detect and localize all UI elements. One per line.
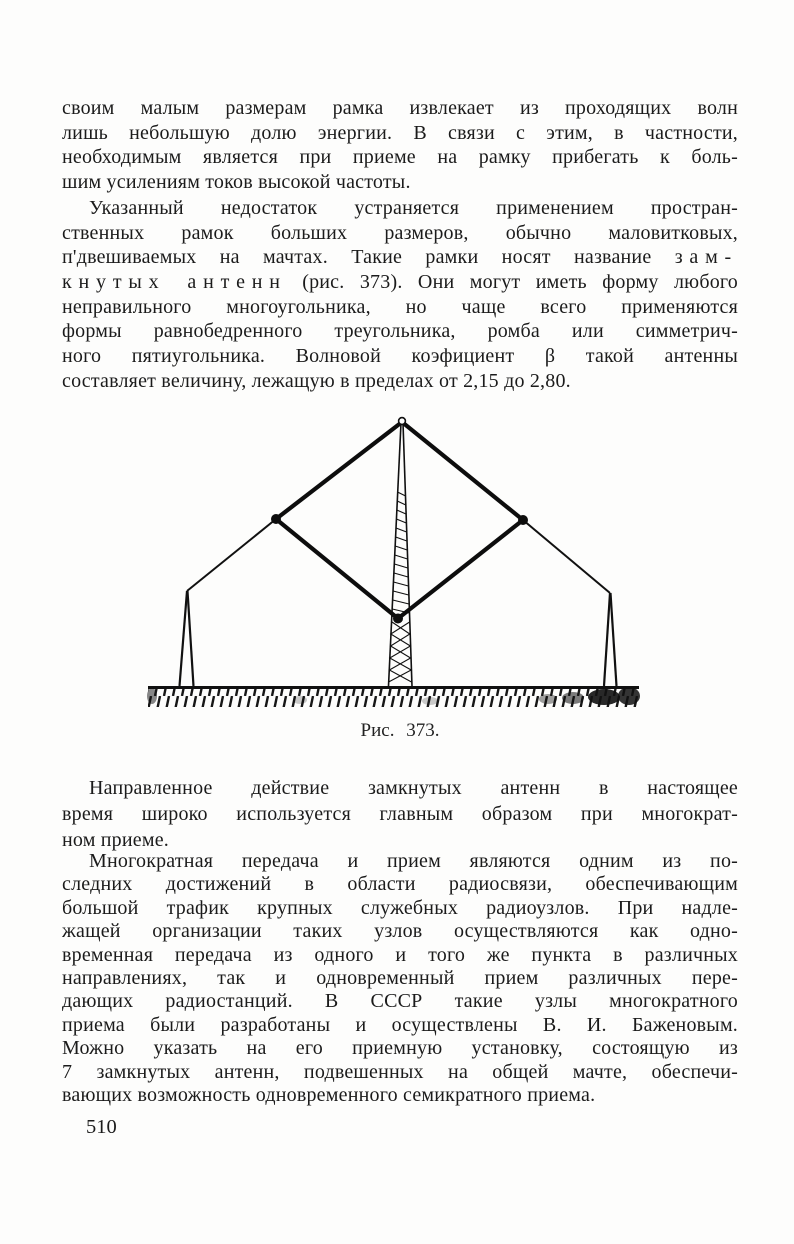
text-line <box>62 802 738 828</box>
text-line <box>62 270 738 295</box>
text-segment: дающих радиостанций. В СССР такие узлы многократного <box>62 990 738 1013</box>
emphasized-text: кнутых антенн <box>62 271 287 294</box>
text-segment: п'двешиваемых на мачтах. Такие рамки носят название <box>62 246 675 269</box>
guy-wire-left <box>187 519 276 591</box>
text-segment: Направленное действие замкнутых антенн в настоящее <box>89 777 738 799</box>
text-line <box>62 897 738 920</box>
text-line <box>62 990 738 1013</box>
text-line <box>62 96 738 121</box>
text-line <box>62 850 738 873</box>
paragraph-1 <box>62 96 738 195</box>
guy-wire-right <box>523 520 610 593</box>
text-segment: необходимым является при приеме на рамку прибегать к боль- <box>62 146 738 169</box>
figure-caption: Рис. 373. <box>360 720 440 741</box>
text-line <box>62 1037 738 1060</box>
left-pole <box>180 591 194 686</box>
mast-top-knob <box>399 418 406 425</box>
text-segment: время широко используется главным образом при многократ- <box>62 802 738 825</box>
emphasized-text: зам- <box>674 246 738 269</box>
junction-dot-bottom <box>393 614 403 624</box>
text-line <box>62 776 738 802</box>
junction-dot-left <box>271 514 281 524</box>
page-number: 510 <box>86 1116 117 1138</box>
text-segment: Можно указать на его приемную установку, состоящую из <box>62 1037 738 1060</box>
text-segment: неправильного многоугольника, но чаще всего применяются <box>62 295 738 318</box>
text-line <box>62 344 738 369</box>
text-segment: ном приеме. <box>62 828 169 851</box>
text-line <box>62 1061 738 1084</box>
text-line <box>62 1084 738 1107</box>
text-segment: составляет величину, лежащую в пределах от 2,15 до 2,80. <box>62 369 571 392</box>
text-segment: Указанный недостаток устраняется применением простран- <box>89 197 738 219</box>
text-line <box>62 319 738 344</box>
text-line <box>62 873 738 896</box>
text-segment: ного пятиугольника. Волновой коэфициент β такой антенны <box>62 345 738 368</box>
right-pole <box>604 593 617 686</box>
text-line <box>62 121 738 146</box>
antenna-figure <box>140 405 660 717</box>
text-segment: жащей организации таких узлов осуществляются как одно- <box>62 920 738 943</box>
text-segment: формы равнобедренного треугольника, ромба или симметрич- <box>62 320 738 343</box>
text-segment: своим малым размерам рамка извлекает из проходящих волн <box>62 97 738 119</box>
text-line <box>62 221 738 246</box>
text-segment: 7 замкнутых антенн, подвешенных на общей мачте, обеспечи- <box>62 1060 738 1083</box>
text-line <box>62 1014 738 1037</box>
text-line <box>62 295 738 320</box>
text-segment: Многократная передача и прием являются одним из по- <box>89 850 738 872</box>
text-line <box>62 967 738 990</box>
text-segment: шим усилениям токов высокой частоты. <box>62 171 411 194</box>
text-line <box>62 369 738 394</box>
text-segment: вающих возможность одновременного семикратного приема. <box>62 1083 596 1106</box>
text-segment: временная передача из одного и того же пункта в различных <box>62 943 738 966</box>
text-line <box>62 920 738 943</box>
lattice-mast <box>389 423 413 686</box>
paragraph-4 <box>62 850 738 1107</box>
text-segment: лишь небольшую долю энергии. В связи с этим, в частности, <box>62 121 738 144</box>
text-segment: направлениях, так и одновременный прием различных пере- <box>62 966 738 989</box>
text-line <box>62 145 738 170</box>
text-segment: (рис. 373). Они могут иметь форму любого <box>286 271 738 294</box>
text-segment: большой трафик крупных служебных радиоузлов. При надле- <box>62 896 738 919</box>
text-line <box>62 170 738 195</box>
text-segment: ственных рамок больших размеров, обычно маловитковых, <box>62 221 738 244</box>
paragraph-3 <box>62 776 738 854</box>
text-line <box>62 245 738 270</box>
text-line <box>62 944 738 967</box>
text-line <box>62 196 738 221</box>
paragraph-2 <box>62 196 738 394</box>
ground <box>147 687 640 707</box>
junction-dot-right <box>518 515 528 525</box>
text-segment: приема были разработаны и осуществлены В. И. Баженовым. <box>62 1013 738 1036</box>
text-segment: следних достижений в области радиосвязи, обеспечивающим <box>62 873 738 896</box>
